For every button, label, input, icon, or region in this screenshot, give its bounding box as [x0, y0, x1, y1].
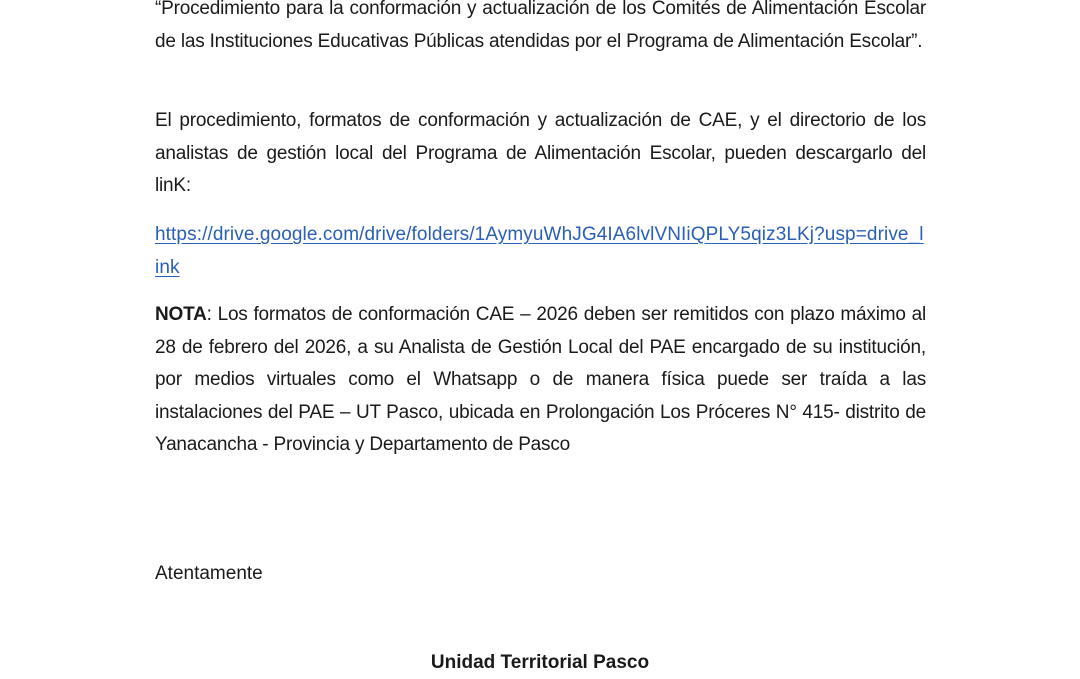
download-instructions-paragraph: El procedimiento, formatos de conformación y actualización de CAE, y el directorio de los analistas de gestión local del Programa de Alimentación Escolar, pueden descargarlo del linK: — [155, 110, 926, 196]
procedure-title-paragraph: “Procedimiento para la conformación y actualización de los Comités de Alimentación Escolar de las Instituciones Educativas Públicas atendidas por el Programa de Alimentación Escolar”. — [155, 0, 926, 52]
note-paragraph — [155, 299, 926, 462]
closing-salutation: Atentamente — [155, 563, 263, 584]
drive-link-paragraph — [155, 219, 926, 284]
signature-unit-name: Unidad Territorial Pasco — [430, 652, 650, 673]
google-drive-link[interactable]: https://drive.google.com/drive/folders/1AymyuWhJG4IA6lvlVNIiQPLY5qiz3LKj?usp=drive_link — [155, 224, 924, 278]
note-label: NOTA — [155, 304, 207, 325]
note-text: : Los formatos de conformación CAE – 2026 deben ser remitidos con plazo máximo al 28 de febrero del 2026, a su Analista de Gestión Local del PAE encargado de su institución, por medios virtuales como el Whatsapp o de manera física puede ser traída a las instalaciones del PAE – UT Pasco, ubicada en Prolongación Los Próceres N° 415- distrito de Yanacancha - Provincia y Departamento de Pasco — [155, 304, 926, 455]
